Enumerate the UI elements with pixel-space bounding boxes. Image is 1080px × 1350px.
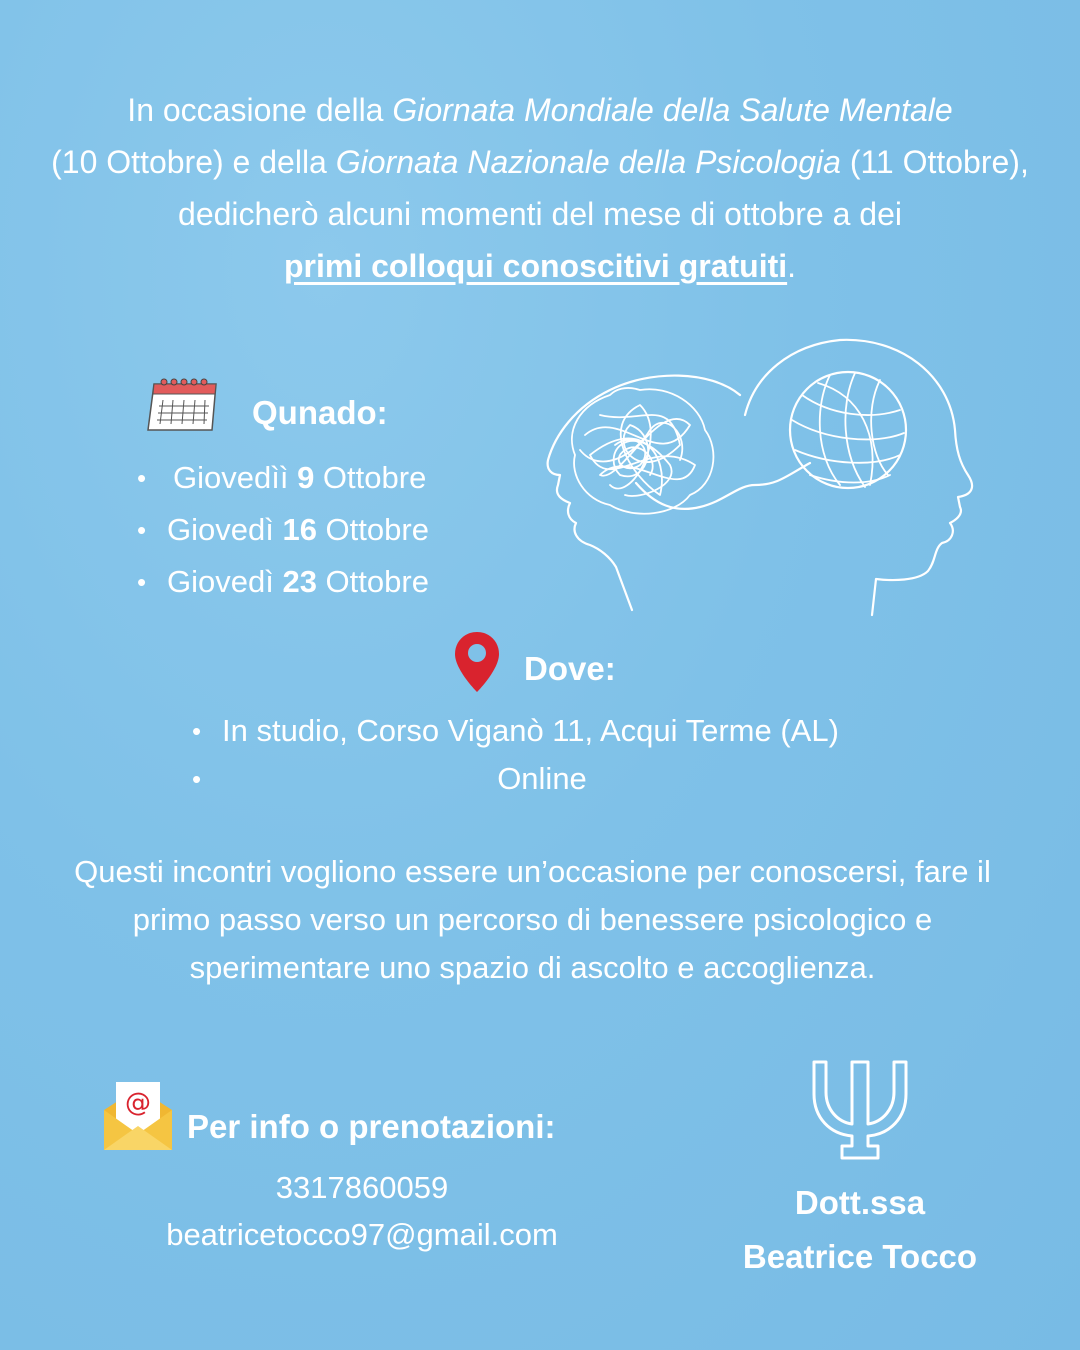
intro-end: .: [787, 248, 797, 284]
contact-phone[interactable]: 3317860059: [275, 1170, 449, 1205]
signature-title: Dott.ssa: [794, 1184, 926, 1221]
list-item: • Giovedìì 9 Ottobre: [167, 452, 507, 504]
intro-text-2: (10 Ottobre) e della: [51, 144, 336, 180]
list-item: • Giovedì 23 Ottobre: [167, 556, 507, 608]
svg-text:@: @: [125, 1088, 151, 1118]
dates-list: [167, 452, 507, 608]
intro-text-3: (11 Ottobre), dedicherò alcuni momenti del mese di ottobre a dei: [178, 144, 1029, 232]
calendar-icon: [146, 374, 220, 434]
where-heading: Dove:: [524, 650, 616, 687]
psi-symbol-icon: [808, 1058, 912, 1162]
signature-name: Beatrice Tocco: [742, 1238, 978, 1275]
location-pin-icon: [452, 630, 502, 694]
intro-psychology-day: Giornata Nazionale della Psicologia: [335, 144, 841, 180]
signature: [710, 1176, 1010, 1284]
two-heads-brain-yarn-icon: [540, 335, 980, 625]
list-item: • Giovedì 16 Ottobre: [167, 504, 507, 556]
contact-email[interactable]: beatricetocco97@gmail.com: [166, 1217, 558, 1252]
list-item: • In studio, Corso Viganò 11, Acqui Terme (AL): [222, 705, 922, 757]
intro-paragraph: [40, 84, 1040, 292]
intro-mental-health-day: Giornata Mondiale della Salute Mentale: [392, 92, 953, 128]
email-envelope-icon: [102, 1080, 174, 1152]
list-item: • Online: [222, 757, 922, 801]
when-heading: Qunado:: [252, 394, 388, 431]
contact-heading: Per info o prenotazioni:: [187, 1108, 556, 1145]
places-list: [222, 705, 922, 801]
description-text: Questi incontri vogliono essere un’occasione per conoscersi, fare il primo passo verso un percorso di benessere psicologico e sperimentare uno spazio di ascolto e accoglienza.: [74, 854, 991, 985]
intro-highlight: primi colloqui conoscitivi gratuiti: [283, 248, 788, 284]
intro-text-1: In occasione della: [127, 92, 393, 128]
